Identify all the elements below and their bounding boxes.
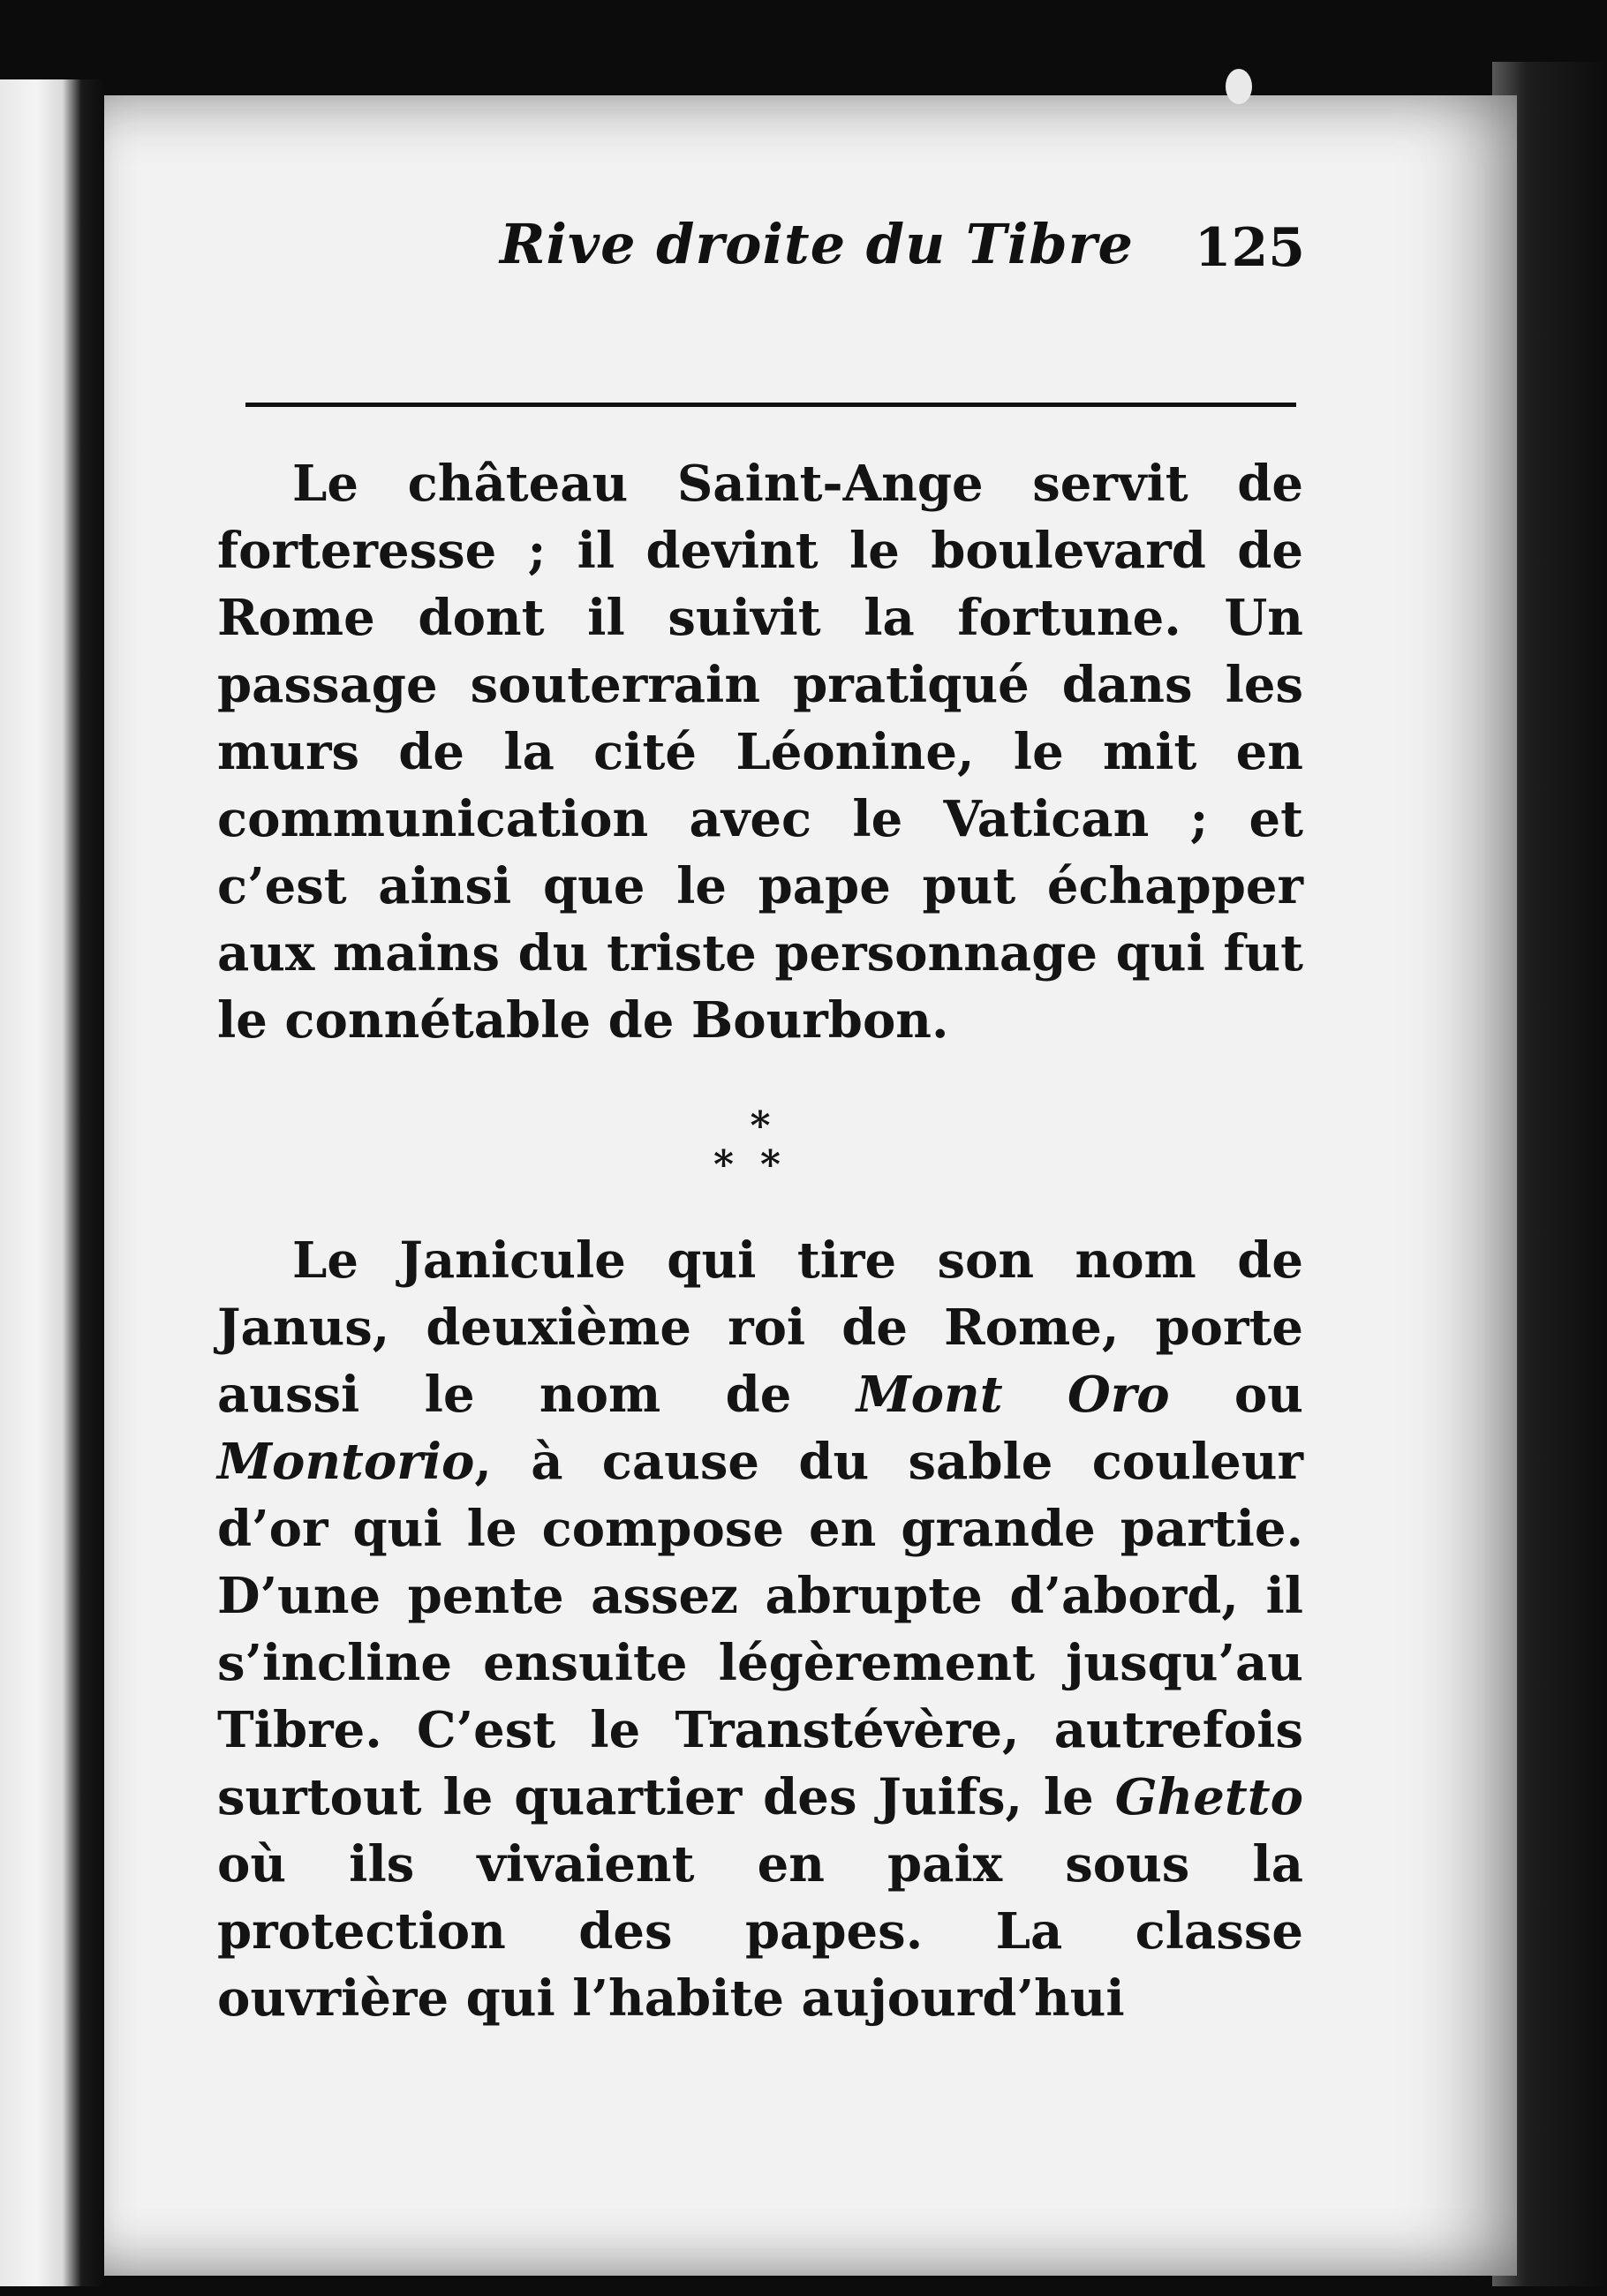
italic-mont-oro: Mont Oro <box>856 1366 1170 1424</box>
paragraph-chateau-saint-ange: Le château Saint-Ange servit de forteresse ; il devint le boulevard de Rome dont il suivit la fortune. Un passage souterrain pratiqué dans les murs de la cité Léonine, le mit en communication avec le Vatican ; et c’est ainsi que le pape put échapper aux mains du triste personnage qui fut le connétable de Bourbon. <box>217 455 1303 1050</box>
page-number: 125 <box>1194 217 1305 279</box>
running-head <box>148 212 1305 318</box>
book-edge-left <box>0 79 104 2286</box>
italic-ghetto: Ghetto <box>1114 1768 1303 1826</box>
paragraph-janicule-text-1: Le Janicule qui tire son nom de Janus, deuxième roi de Rome, porte aussi le nom de <box>217 1231 1303 1424</box>
asterism-top-star: * <box>750 1103 771 1148</box>
paragraph-janicule-text-4: où ils vivaient en paix sous la protection des papes. La classe ouvrière qui l’habite aujourd’hui <box>217 1835 1303 2028</box>
section-asterism <box>217 1103 1303 1187</box>
paper-speck <box>1226 69 1252 104</box>
italic-montorio: Montorio <box>217 1433 475 1491</box>
body-text <box>217 450 1303 2032</box>
paragraph-janicule-text-3: , à cause du sable couleur d’or qui le compose en grande partie. D’une pente assez abrupte d’abord, il s’incline ensuite légèrement jusqu’au Tibre. C’est le Transtévère, autrefois surtout le quartier des Juifs, le <box>217 1433 1303 1826</box>
header-rule <box>245 403 1296 407</box>
asterism-bottom-stars: ** <box>713 1142 808 1187</box>
paragraph-janicule-text-2: ou <box>1169 1366 1303 1424</box>
running-title: Rive droite du Tibre <box>500 212 1134 276</box>
paragraph-janicule <box>217 1227 1303 2032</box>
